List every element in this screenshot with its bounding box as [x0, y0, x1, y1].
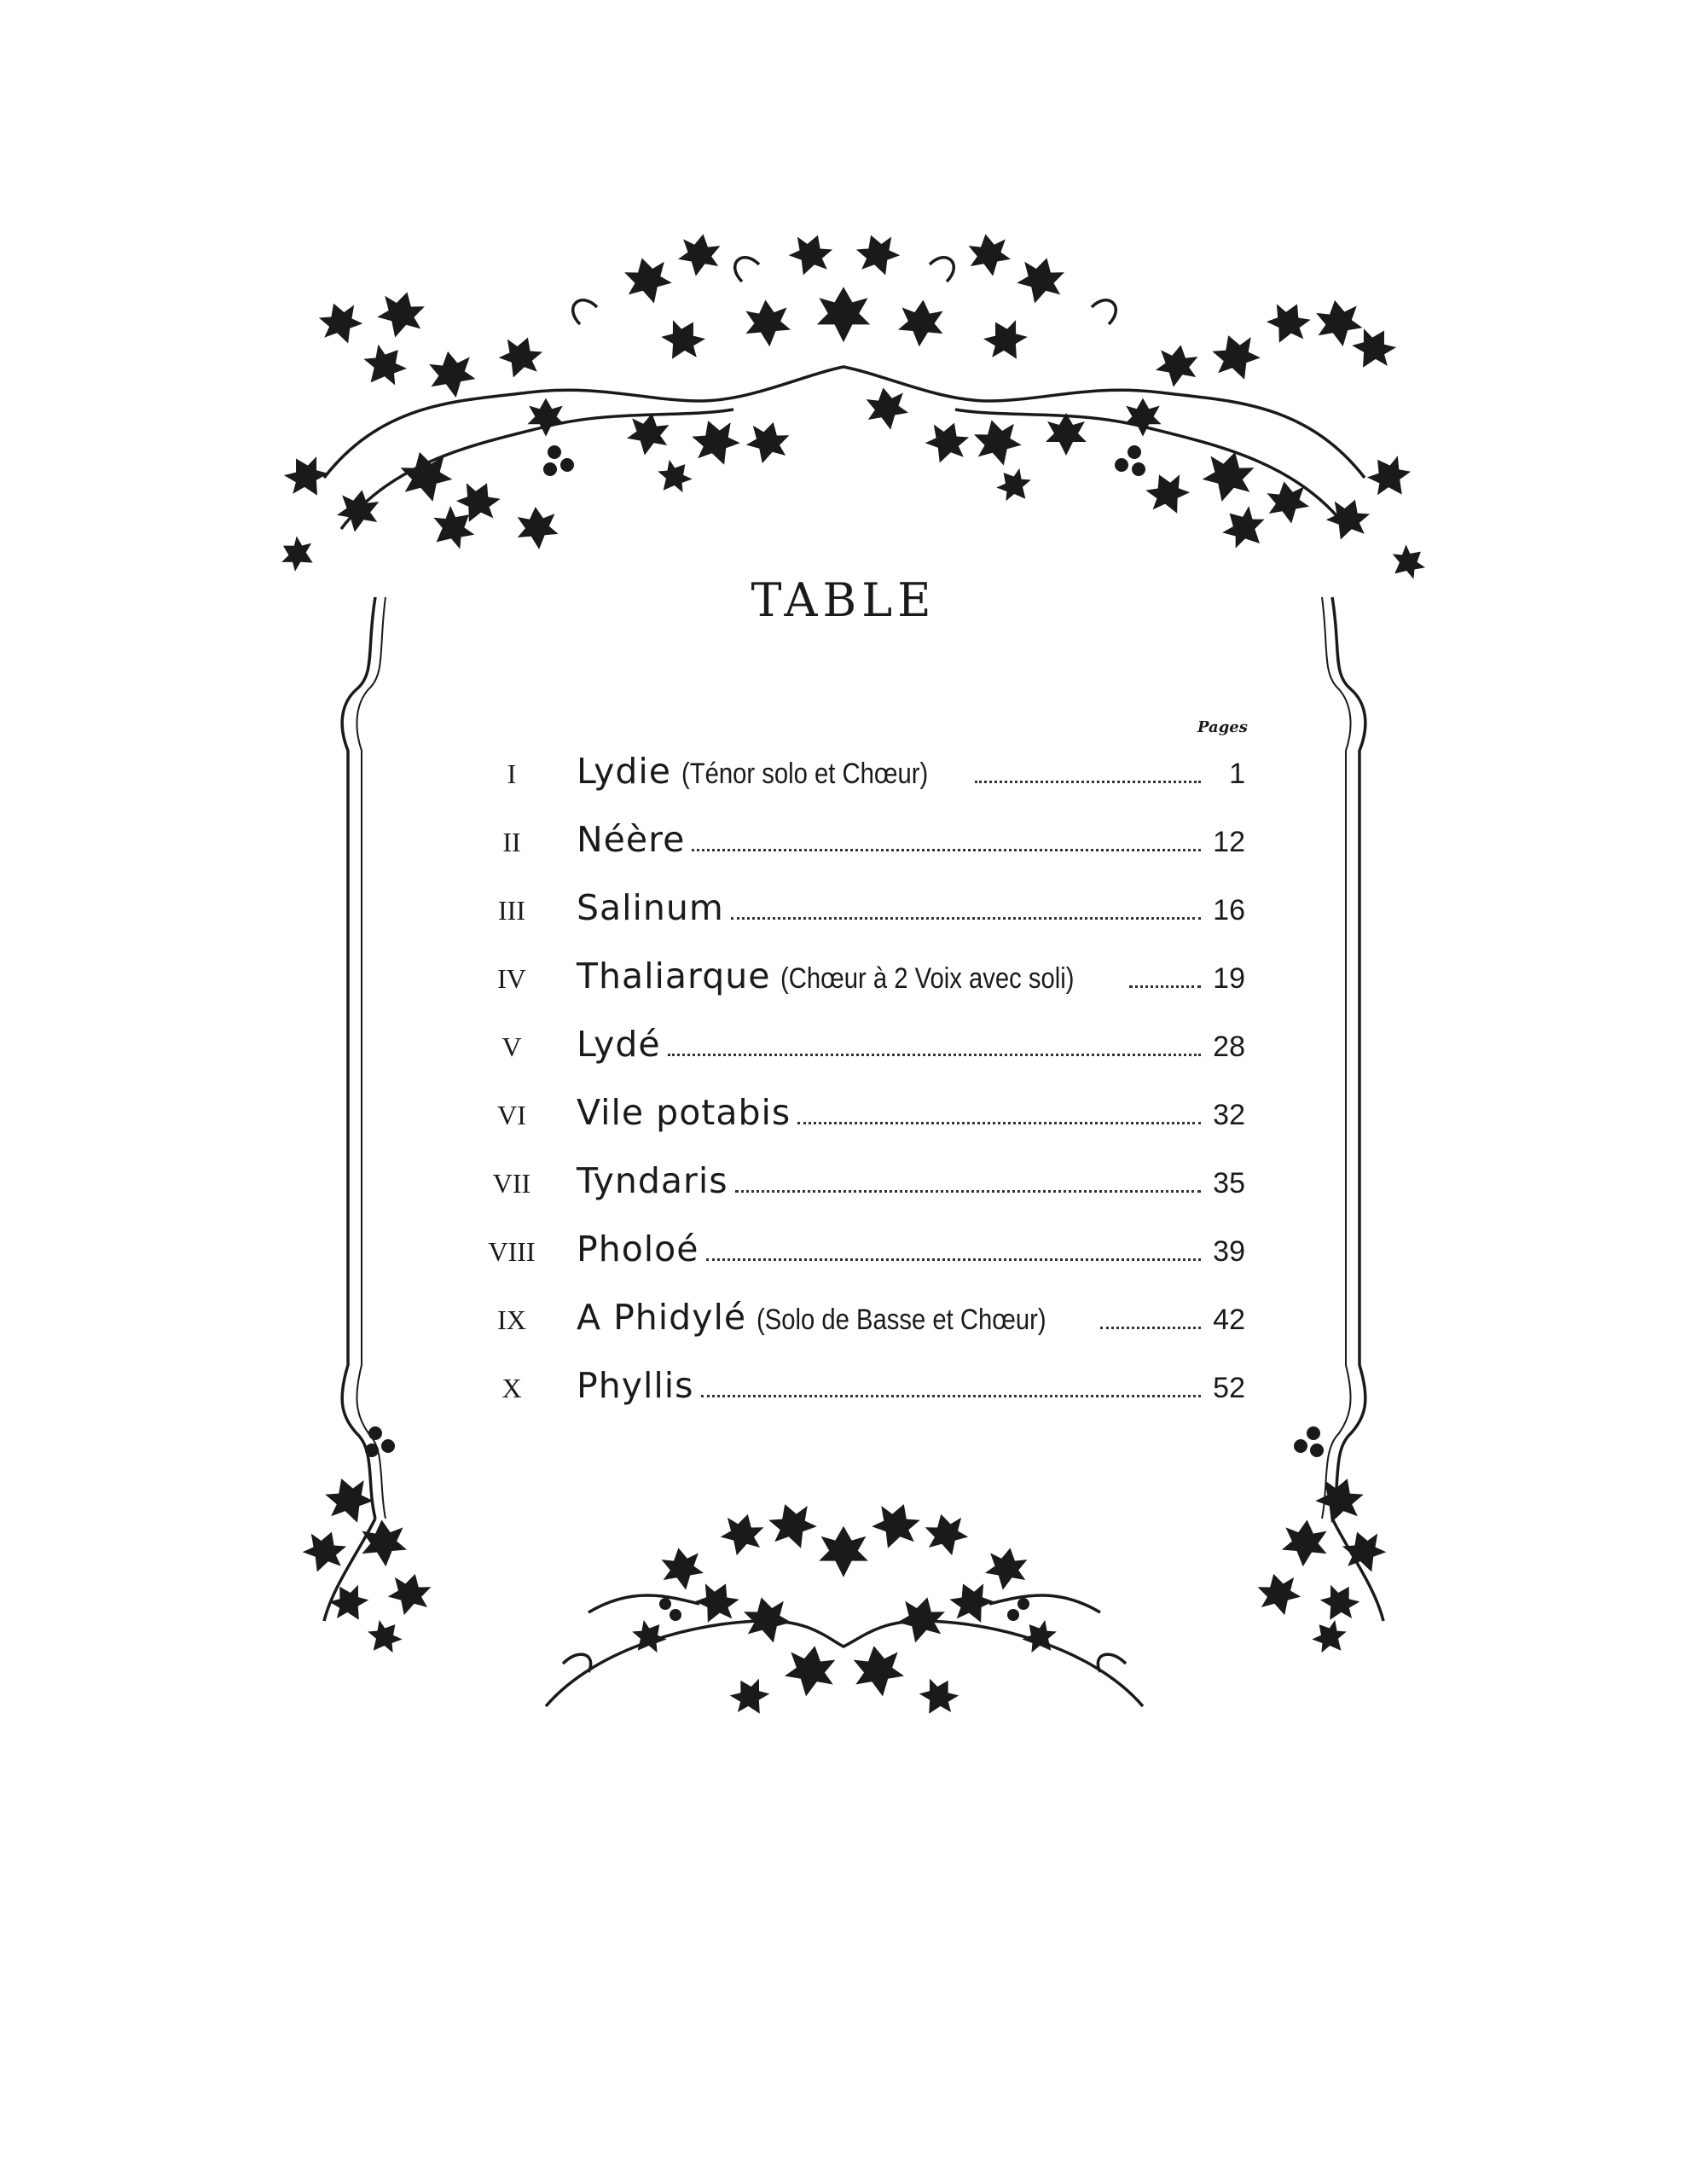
dot-leader: [735, 1190, 1201, 1193]
dot-leader: [1129, 985, 1201, 988]
entry-numeral: X: [501, 1373, 522, 1403]
entry-text: [577, 1228, 1208, 1269]
entry-numeral: I: [507, 758, 517, 789]
entry-text: [577, 751, 1208, 792]
dot-leader: [692, 849, 1201, 851]
entry-name: Lydie: [577, 751, 671, 792]
entry-name: Vile potabis: [577, 1092, 791, 1133]
entry-name: Phyllis: [577, 1365, 694, 1406]
entry-subtitle: (Chœur à 2 Voix avec soli): [780, 962, 1075, 995]
toc-row[interactable]: [461, 1160, 1245, 1215]
entry-name: Néère: [577, 819, 686, 860]
entry-name: Thaliarque: [577, 956, 771, 996]
toc-row[interactable]: [461, 1297, 1245, 1351]
toc-row[interactable]: [461, 819, 1245, 874]
toc-row[interactable]: [461, 1365, 1245, 1420]
entry-page: 16: [1213, 894, 1245, 926]
dot-leader: [797, 1122, 1201, 1124]
toc-row[interactable]: [461, 956, 1245, 1010]
entry-name: A Phidylé: [577, 1297, 747, 1338]
toc-row[interactable]: [461, 887, 1245, 942]
toc-row[interactable]: [461, 1228, 1245, 1283]
pages-column-header: Pages: [1197, 718, 1248, 736]
entry-numeral: IX: [497, 1304, 526, 1335]
entry-text: [577, 1297, 1208, 1338]
entry-text: [577, 1024, 1208, 1065]
toc-row[interactable]: [461, 751, 1245, 805]
entry-text: [577, 819, 1208, 860]
entry-text: [577, 1160, 1208, 1201]
entry-page: 35: [1213, 1167, 1245, 1199]
dot-leader: [701, 1395, 1201, 1397]
entry-text: [577, 1092, 1208, 1133]
entry-page: 42: [1213, 1304, 1245, 1336]
entry-numeral: IV: [497, 963, 526, 994]
entry-name: Tyndaris: [577, 1160, 728, 1201]
entry-name: Pholoé: [577, 1228, 699, 1269]
page-title: TABLE: [751, 573, 936, 627]
entry-numeral: VI: [497, 1100, 526, 1130]
entry-page: 1: [1229, 758, 1245, 790]
dot-leader: [975, 781, 1201, 783]
entry-numeral: III: [498, 895, 525, 926]
toc-row[interactable]: [461, 1092, 1245, 1147]
entry-page: 32: [1213, 1099, 1245, 1131]
dot-leader: [1100, 1327, 1201, 1329]
entry-text: [577, 956, 1208, 996]
entry-name: Salinum: [577, 887, 724, 928]
entry-page: 52: [1213, 1372, 1245, 1404]
entry-text: [577, 887, 1208, 928]
dot-leader: [668, 1054, 1201, 1056]
entry-numeral: II: [502, 827, 521, 857]
entry-page: 19: [1213, 962, 1245, 995]
dot-leader: [731, 917, 1201, 920]
entry-text: [577, 1365, 1208, 1406]
entry-page: 39: [1213, 1235, 1245, 1268]
toc-row[interactable]: [461, 1024, 1245, 1078]
entry-numeral: V: [501, 1031, 522, 1062]
entry-page: 12: [1213, 826, 1245, 858]
entry-numeral: VIII: [488, 1236, 536, 1267]
entry-page: 28: [1213, 1031, 1245, 1063]
entry-subtitle: (Ténor solo et Chœur): [681, 758, 929, 790]
entry-numeral: VII: [492, 1168, 531, 1199]
entry-name: Lydé: [577, 1024, 661, 1065]
dot-leader: [706, 1258, 1202, 1261]
entry-subtitle: (Solo de Basse et Chœur): [757, 1304, 1046, 1336]
